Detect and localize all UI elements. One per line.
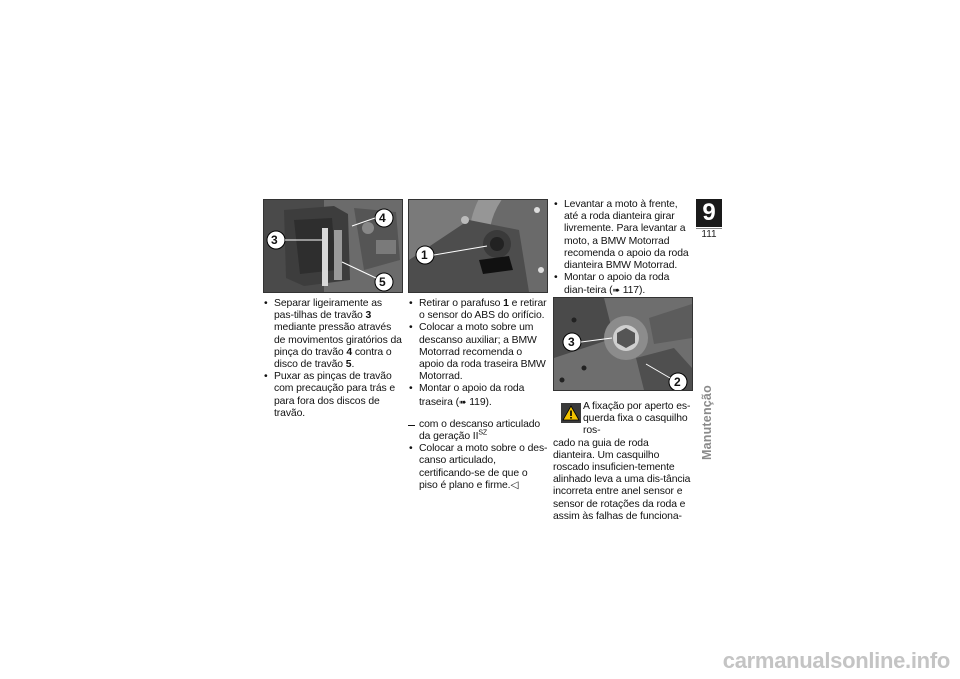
list-item: • Colocar a moto sobre o des-canso articulado, certificando-se de que o piso é plano e firme.◁ [408,443,548,492]
warning-header: A fixação por aperto es-querda fixa o casquilho ros- [553,401,693,438]
column-1-text [263,298,403,420]
equipment-code: SZ [478,429,488,437]
callout-1: 1 [421,248,428,262]
front-axle-figure [553,297,693,391]
chapter-number: 9 [696,199,722,227]
site-watermark: carmanualsonline.info [722,648,950,673]
page-number: 111 [696,228,722,241]
list-item: • Retirar o parafuso 1 e retirar o sensor do ABS do orifício. [408,298,548,322]
page-reference-arrow-icon: ➠ [459,396,467,407]
abs-sensor-illustration [409,200,547,292]
column-3-list [553,199,693,298]
callout-4: 4 [379,211,386,225]
warning-body: cado na guia de roda dianteira. Um casquilho roscado insuficien-temente alinhado leva a uma dis-tância incorreta entre anel sensor e sensor de rotações da roda e assim às falhas de funciona- [553,437,691,522]
equipment-note: com o descanso articulado da geração $II^{SZ}$ [408,419,548,443]
column-1-list [263,298,403,420]
warning-block [553,401,693,523]
brake-caliper-figure [263,199,403,293]
list-item: • Colocar a moto sobre um descanso auxiliar; a BMW Motorrad recomenda o apoio da roda traseira BMW Motorrad. [408,322,548,383]
callout-2: 2 [674,375,681,389]
list-item: • Puxar as pinças de travão com precaução para trás e para fora dos discos de travão. [263,371,403,420]
list-item: • Levantar a moto à frente, até a roda dianteira girar livremente. Para levantar a moto, a BMW Motorrad recomenda o apoio da roda dianteira BMW Motorrad. [553,199,693,272]
abs-sensor-figure [408,199,548,293]
column-2-list-2 [408,443,548,492]
callout-3: 3 [568,335,575,349]
callout-3: 3 [271,233,278,247]
column-3-text-top [553,199,693,298]
list-item: • Montar o apoio da roda traseira (➠ 119). [408,383,548,408]
column-2-text [408,298,548,492]
column-2-list [408,298,548,409]
list-item: • Separar ligeiramente as pas-tilhas de travão 3 mediante pressão através de movimentos giratórios da pinça do travão 4 contra o disco de travão 5. [263,298,403,371]
list-item: • Montar o apoio da roda dian-teira (➠ 117). [553,272,693,297]
warning-triangle-icon [561,403,581,423]
column-3-text-bottom [553,393,693,523]
page-reference-arrow-icon: ➠ [612,285,620,296]
section-title: Manutenção [700,385,714,460]
callout-5: 5 [379,275,386,289]
